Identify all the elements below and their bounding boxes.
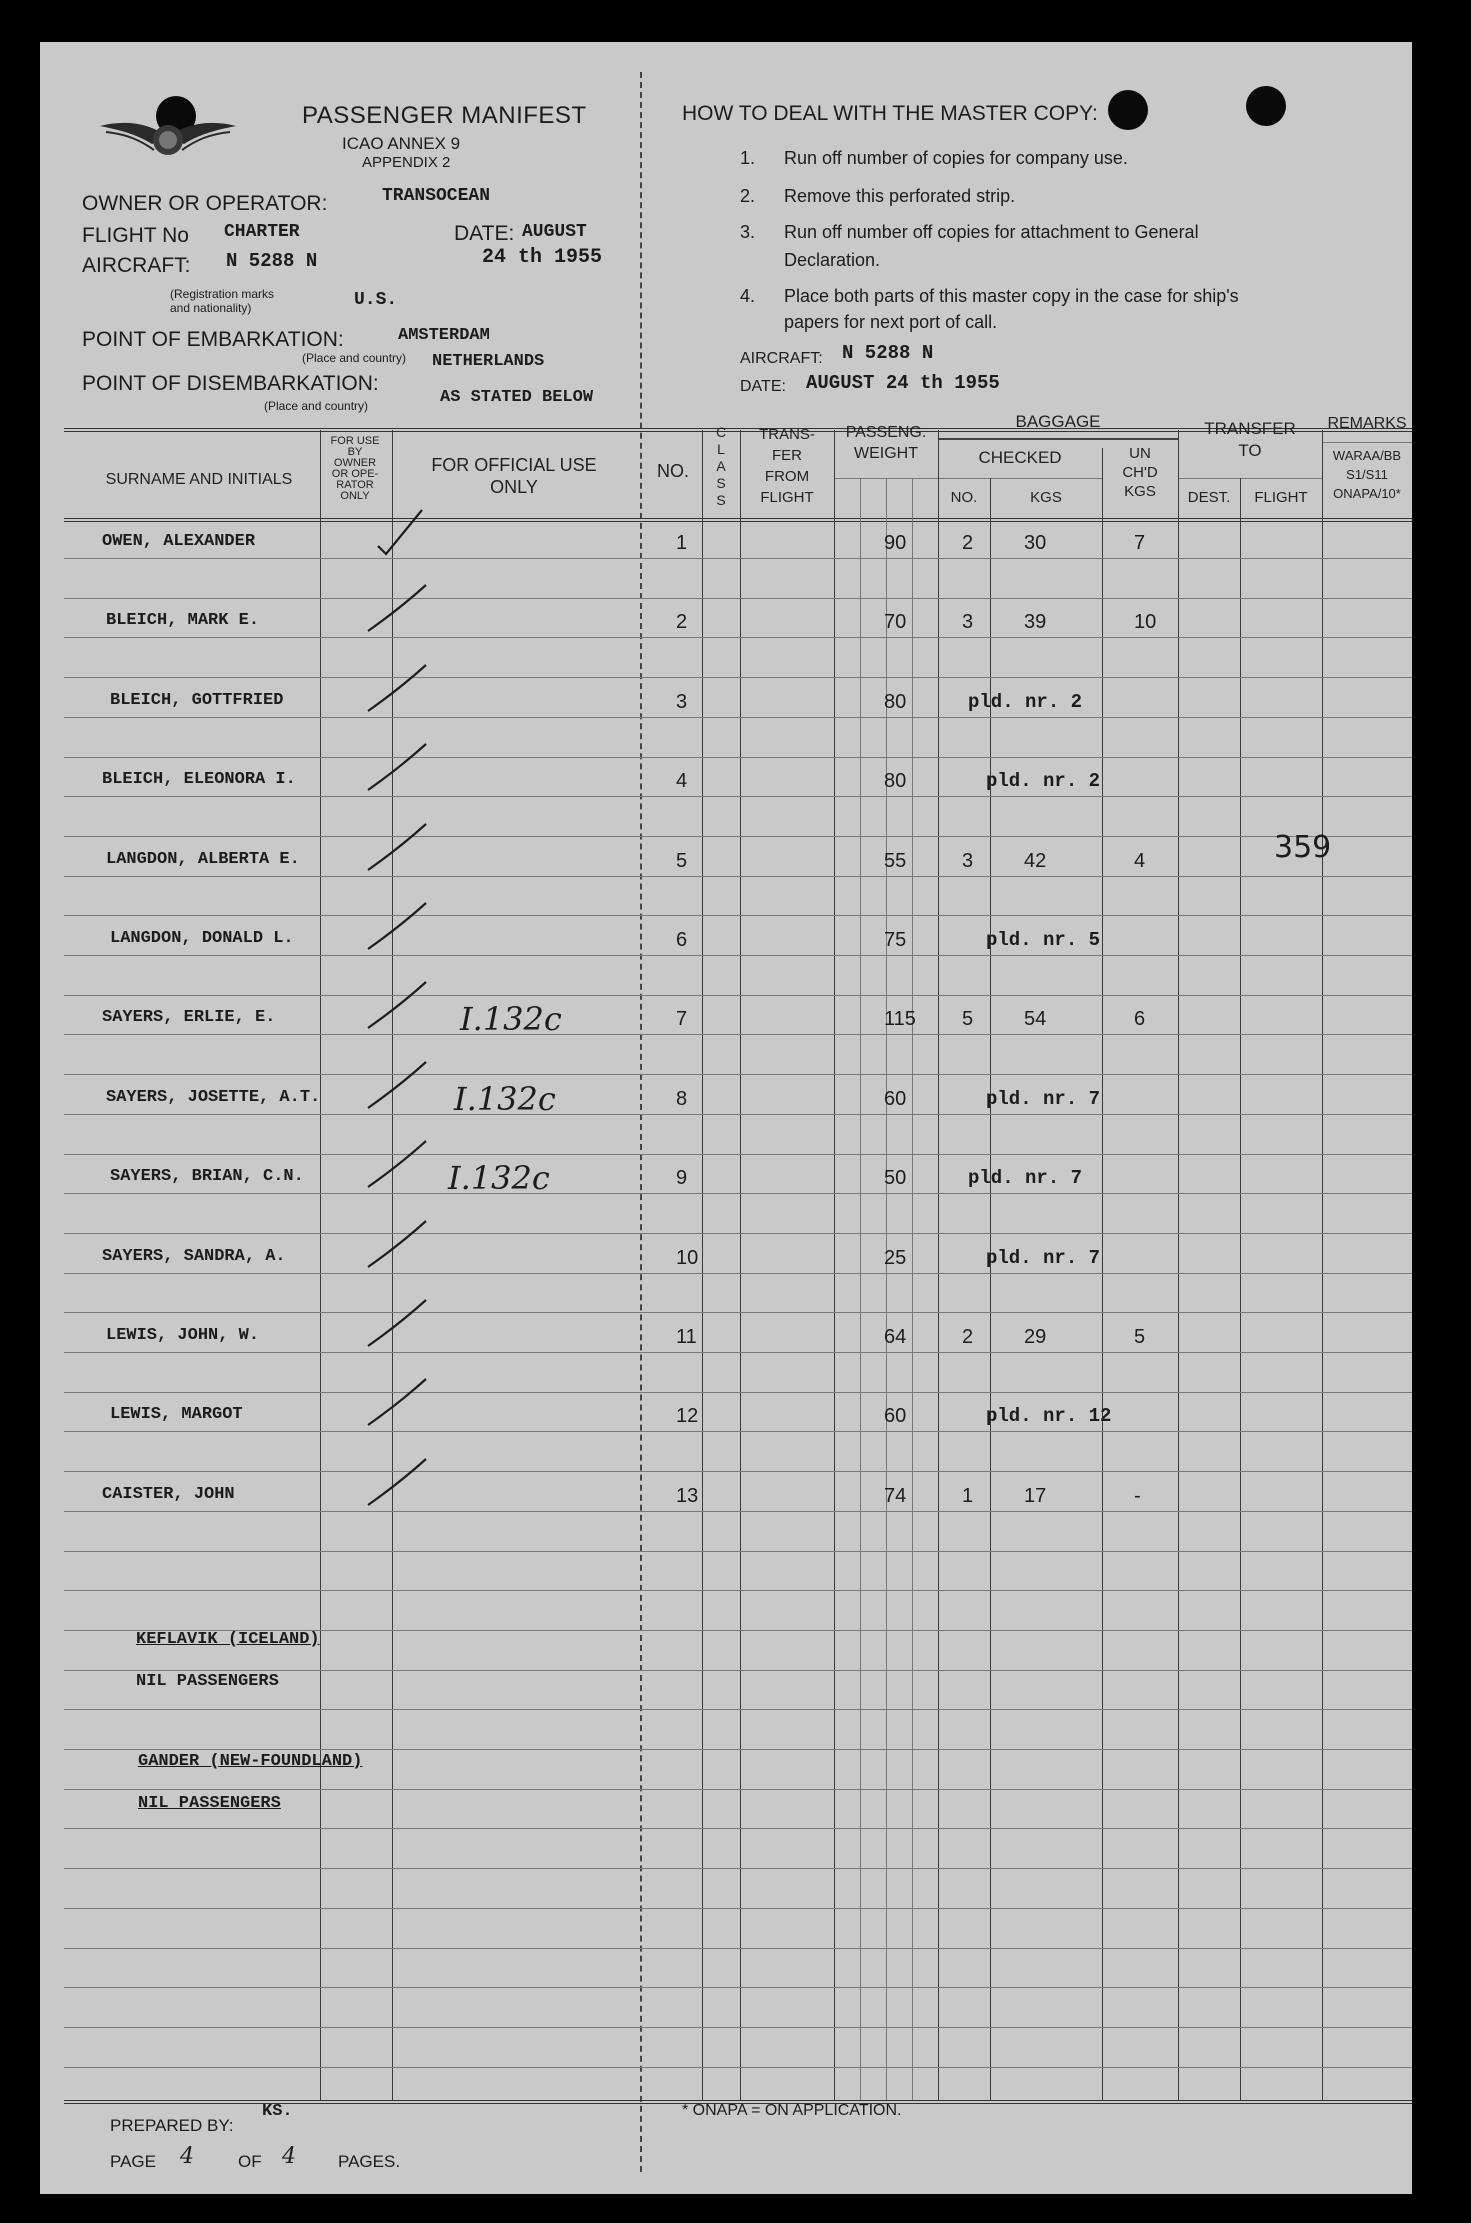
check-mark-icon [360, 740, 450, 800]
passenger-weight: 60 [884, 1405, 907, 1428]
baggage-kgs: 54 [1024, 1008, 1047, 1031]
baggage-pieces: 1 [962, 1484, 974, 1507]
row-rule [64, 1273, 1412, 1274]
baggage-unchecked-kgs: 5 [1134, 1326, 1146, 1348]
aircraft-value: N 5288 N [226, 250, 318, 272]
passenger-weight: 115 [884, 1008, 916, 1031]
row-rule [64, 955, 1412, 956]
row-rule [64, 876, 1412, 877]
row-rule [64, 2067, 1412, 2068]
row-rule [64, 757, 1412, 758]
passenger-no: 6 [676, 929, 688, 951]
baggage-pieces: 5 [962, 1008, 974, 1031]
punch-hole [1246, 86, 1286, 126]
passenger-no: 9 [676, 1167, 688, 1190]
of-label: OF [238, 2152, 262, 2171]
baggage-kgs: 30 [1024, 532, 1047, 554]
passenger-no: 11 [676, 1326, 697, 1348]
col-line [1240, 478, 1241, 2100]
punch-hole [1108, 90, 1148, 130]
col-line [702, 430, 703, 2100]
col-line [320, 430, 321, 2100]
row-rule [64, 1034, 1412, 1035]
prepared-by-label: PREPARED BY: [110, 2116, 234, 2135]
passenger-weight: 80 [884, 690, 907, 713]
row-rule [64, 1908, 1412, 1909]
col-line [912, 478, 913, 2100]
passenger-name: LEWIS, MARGOT [110, 1405, 243, 1425]
row-rule [64, 1948, 1412, 1949]
row-rule [64, 1074, 1412, 1075]
check-mark-icon [360, 1296, 450, 1356]
passenger-weight: 75 [884, 929, 907, 951]
check-mark-icon [360, 820, 450, 880]
stop-place: KEFLAVIK (ICELAND) [136, 1630, 320, 1649]
passenger-name: SAYERS, SANDRA, A. [102, 1246, 286, 1266]
row-rule [64, 1471, 1412, 1472]
passenger-weight: 74 [884, 1484, 907, 1507]
row-rule [64, 1312, 1412, 1313]
check-mark-icon [360, 1137, 450, 1197]
passenger-name: CAISTER, JOHN [102, 1484, 235, 1504]
col-header-official: FOR OFFICIAL USE ONLY [431, 455, 597, 497]
col-header-remarks: REMARKS [1327, 415, 1407, 432]
row-rule [64, 558, 1412, 559]
official-use-entry: I.132c [454, 1079, 556, 1118]
col-header-class: C L A S S [715, 424, 727, 508]
row-rule [64, 1114, 1412, 1115]
passenger-no: 4 [676, 770, 688, 793]
baggage-kgs: 39 [1024, 611, 1047, 634]
row-rule [64, 1551, 1412, 1552]
passenger-weight: 90 [884, 532, 907, 554]
col-header-baggage: BAGGAGE [1015, 412, 1101, 431]
check-mark-icon [360, 899, 450, 959]
strip-date-label: DATE: [740, 378, 786, 395]
row-rule [64, 1828, 1412, 1829]
baggage-pieces: 2 [962, 532, 974, 554]
baggage-pieces: 3 [962, 849, 974, 872]
instruction-num: 3. [740, 222, 756, 242]
check-mark-icon [360, 1217, 450, 1277]
col-header-dest: DEST. [1187, 489, 1231, 506]
passenger-no: 8 [676, 1087, 688, 1110]
embarkation-label: POINT OF EMBARKATION: [82, 328, 344, 351]
onapa-footnote: * ONAPA = ON APPLICATION. [682, 2102, 902, 2119]
col-header-owner-use: FOR USE BY OWNER OR OPE- RATOR ONLY [330, 435, 380, 502]
row-rule [64, 2027, 1412, 2028]
baggage-kgs: 29 [1024, 1326, 1047, 1348]
disembarkation-value: AS STATED BELOW [440, 388, 594, 407]
pages-label: PAGES. [338, 2152, 401, 2171]
col-header-checked: CHECKED [978, 448, 1062, 467]
baggage-kgs: 42 [1024, 849, 1047, 872]
stop-note: NIL PASSENGERS [138, 1794, 281, 1813]
instruction-text: Run off number of copies for company use. [784, 148, 1128, 168]
row-rule [64, 598, 1412, 599]
instruction-text: Remove this perforated strip. [784, 186, 1016, 206]
passenger-weight: 55 [884, 849, 907, 872]
baggage-pieces: 3 [962, 611, 974, 634]
baggage-pooled-ref: pld. nr. 12 [986, 1405, 1112, 1428]
stop-place: GANDER (NEW-FOUNDLAND) [138, 1752, 363, 1771]
col-line [990, 478, 991, 2100]
remarks-handwritten-note: 359 [1274, 830, 1332, 865]
passenger-weight: 70 [884, 611, 907, 634]
flight-value: CHARTER [224, 222, 300, 242]
passenger-no: 13 [676, 1484, 699, 1507]
prepared-by-value: KS. [262, 2102, 293, 2121]
disembarkation-label: POINT OF DISEMBARKATION: [82, 372, 379, 395]
owner-label: OWNER OR OPERATOR: [82, 192, 328, 215]
header-bottom-rule [64, 518, 1412, 522]
instruction-text: Place both parts of this master copy in the case for ship's [784, 286, 1239, 306]
owner-value: TRANSOCEAN [382, 186, 491, 206]
row-rule [64, 1670, 1412, 1671]
baggage-pooled-ref: pld. nr. 7 [986, 1087, 1101, 1110]
col-line [1178, 430, 1179, 2100]
registration-note-2: and nationality) [170, 301, 252, 315]
passenger-name: SAYERS, ERLIE, E. [102, 1008, 276, 1028]
passenger-name: LEWIS, JOHN, W. [106, 1326, 260, 1345]
col-line [938, 430, 939, 2100]
instruction-num: 2. [740, 186, 756, 206]
instruction-text: Run off number off copies for attachment to General [784, 222, 1199, 242]
strip-date-value: AUGUST 24 th 1955 [806, 372, 1000, 394]
col-header-surname: SURNAME AND INITIALS [105, 471, 293, 488]
col-line [740, 430, 741, 2100]
row-rule [64, 1233, 1412, 1234]
registration-note-1: (Registration marks [170, 287, 275, 301]
passenger-weight: 80 [884, 770, 907, 793]
col-header-passenger-weight: PASSENG. WEIGHT [845, 424, 927, 462]
passenger-no: 7 [676, 1008, 688, 1031]
baggage-unchecked-kgs: - [1134, 1484, 1141, 1507]
passenger-no: 2 [676, 611, 688, 634]
passenger-name: SAYERS, JOSETTE, A.T. [106, 1087, 321, 1107]
baggage-kgs: 17 [1024, 1484, 1047, 1507]
baggage-pooled-ref: pld. nr. 5 [986, 929, 1101, 951]
disembarkation-note: (Place and country) [264, 399, 369, 413]
col-header-transfer-from: TRANS- FER FROM FLIGHT [759, 426, 815, 506]
col-header-bag-kgs: KGS [1030, 489, 1062, 506]
instruction-text-cont: Declaration. [784, 250, 881, 270]
passenger-no: 1 [676, 532, 688, 554]
stop-note: NIL PASSENGERS [136, 1672, 279, 1691]
strip-aircraft-value: N 5288 N [842, 342, 934, 364]
row-rule [64, 1590, 1412, 1591]
baggage-unchecked-kgs: 4 [1134, 849, 1146, 872]
baggage-pooled-ref: pld. nr. 7 [968, 1167, 1083, 1190]
row-rule [64, 1709, 1412, 1710]
baggage-pooled-ref: pld. nr. 2 [968, 690, 1083, 713]
passenger-no: 12 [676, 1405, 699, 1428]
transfer-rule [1178, 478, 1322, 479]
passenger-weight: 25 [884, 1246, 907, 1269]
passenger-name: BLEICH, ELEONORA I. [102, 770, 296, 790]
baggage-pieces: 2 [962, 1326, 974, 1348]
check-mark-icon [360, 661, 450, 721]
col-header-no: NO. [656, 461, 689, 481]
date-value-2: 24 th 1955 [482, 246, 603, 269]
instruction-text-cont: papers for next port of call. [784, 312, 998, 332]
form-title: PASSENGER MANIFEST [302, 102, 587, 129]
row-rule [64, 1789, 1412, 1790]
passenger-no: 3 [676, 690, 688, 713]
page-value: 4 [180, 2144, 194, 2169]
passenger-weight: 64 [884, 1326, 907, 1348]
check-mark-icon [360, 502, 450, 562]
baggage-pooled-ref: pld. nr. 7 [986, 1246, 1101, 1269]
baggage-unchecked-kgs: 7 [1134, 532, 1146, 554]
date-label: DATE: [454, 222, 515, 245]
passenger-no: 5 [676, 849, 688, 872]
baggage-pooled-ref: pld. nr. 2 [986, 770, 1101, 793]
strip-aircraft-label: AIRCRAFT: [740, 350, 823, 367]
baggage-unchecked-kgs: 10 [1134, 611, 1157, 634]
winged-logo-icon [98, 110, 238, 164]
passenger-weight: 60 [884, 1087, 907, 1110]
embarkation-note: (Place and country) [302, 351, 407, 365]
row-rule [64, 1987, 1412, 1988]
row-rule [64, 637, 1412, 638]
row-rule [64, 796, 1412, 797]
col-line [1102, 448, 1103, 2100]
passenger-name: BLEICH, GOTTFRIED [110, 690, 284, 710]
official-use-entry: I.132c [448, 1159, 550, 1198]
passenger-weight: 50 [884, 1167, 907, 1190]
row-rule [64, 1431, 1412, 1432]
page-label: PAGE [110, 2152, 156, 2171]
passenger-no: 10 [676, 1246, 699, 1269]
row-rule [64, 836, 1412, 837]
row-rule [64, 1154, 1412, 1155]
check-mark-icon [360, 1058, 450, 1118]
embarkation-value: AMSTERDAM [398, 326, 490, 345]
col-header-bag-no: NO. [950, 489, 978, 506]
check-mark-icon [360, 581, 450, 641]
baggage-rule [938, 438, 1178, 440]
check-mark-icon [360, 1375, 450, 1435]
passenger-name: LANGDON, DONALD L. [110, 929, 294, 948]
col-header-unchd: UN CH'D KGS [1122, 445, 1158, 500]
row-rule [64, 995, 1412, 996]
row-rule [64, 1392, 1412, 1393]
col-line [860, 478, 861, 2100]
of-value: 4 [282, 2144, 296, 2169]
flight-label: FLIGHT No [82, 224, 189, 247]
passenger-name: SAYERS, BRIAN, C.N. [110, 1167, 304, 1187]
remarks-rule [1322, 442, 1412, 443]
official-use-entry: I.132c [460, 1000, 562, 1039]
row-rule [64, 1868, 1412, 1869]
col-line [1322, 430, 1323, 2100]
instructions-title: HOW TO DEAL WITH THE MASTER COPY: [682, 102, 1098, 125]
row-rule [64, 915, 1412, 916]
checked-rule [938, 478, 1102, 479]
date-value-1: AUGUST [522, 222, 587, 242]
row-rule [64, 677, 1412, 678]
aircraft-label: AIRCRAFT: [82, 254, 191, 277]
row-rule [64, 1511, 1412, 1512]
form-annex: ICAO ANNEX 9 [342, 134, 461, 153]
embarkation-country: NETHERLANDS [432, 352, 545, 371]
col-header-flight: FLIGHT [1254, 489, 1308, 506]
col-header-transfer-to: TRANSFER TO [1204, 419, 1296, 460]
form-appendix: APPENDIX 2 [362, 154, 451, 171]
row-rule [64, 1749, 1412, 1750]
instruction-num: 4. [740, 286, 756, 306]
manifest-page [40, 42, 1412, 2194]
passenger-name: OWEN, ALEXANDER [102, 532, 256, 551]
row-rule [64, 1193, 1412, 1194]
nationality-value: U.S. [354, 290, 398, 310]
check-mark-icon [360, 978, 450, 1038]
passenger-name: LANGDON, ALBERTA E. [106, 849, 300, 869]
check-mark-icon [360, 1455, 450, 1515]
col-header-remarks-sub: WARAA/BB S1/S11 ONAPA/10* [1332, 448, 1402, 501]
row-rule [64, 1352, 1412, 1353]
perforation-line [640, 72, 642, 2172]
col-line [834, 430, 835, 2100]
passenger-name: BLEICH, MARK E. [106, 611, 260, 631]
instruction-num: 1. [740, 148, 756, 168]
col-line [886, 478, 887, 2100]
baggage-unchecked-kgs: 6 [1134, 1008, 1146, 1031]
row-rule [64, 717, 1412, 718]
